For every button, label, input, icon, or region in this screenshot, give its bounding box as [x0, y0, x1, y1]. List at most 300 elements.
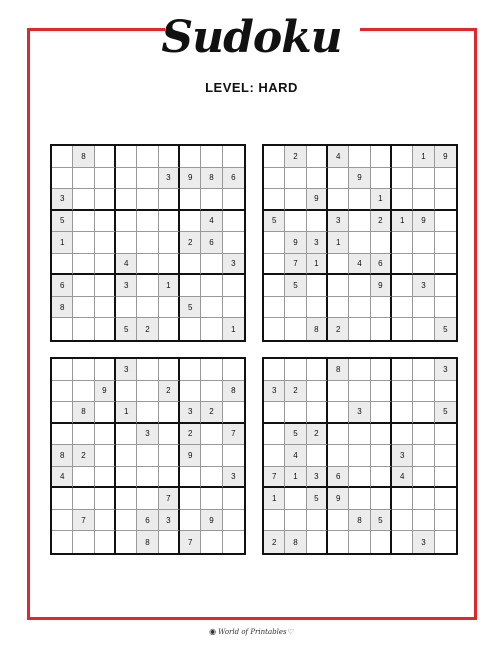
sudoku-cell	[73, 318, 94, 340]
sudoku-cell	[52, 254, 73, 276]
sudoku-cell	[328, 445, 349, 467]
sudoku-cell: 1	[371, 189, 392, 211]
sudoku-cell	[435, 510, 456, 532]
sudoku-cell	[349, 318, 370, 340]
sudoku-cell	[180, 275, 201, 297]
sudoku-cell: 1	[264, 488, 285, 510]
sudoku-cell	[223, 402, 244, 424]
sudoku-cell	[307, 445, 328, 467]
sudoku-cell	[413, 297, 434, 319]
sudoku-cell	[328, 189, 349, 211]
sudoku-cell	[371, 297, 392, 319]
sudoku-cell	[328, 424, 349, 446]
sudoku-cell	[413, 424, 434, 446]
sudoku-cell	[392, 424, 413, 446]
sudoku-cell: 5	[307, 488, 328, 510]
sudoku-cell	[413, 402, 434, 424]
sudoku-cell	[349, 359, 370, 381]
sudoku-cell	[52, 510, 73, 532]
sudoku-cell	[116, 189, 137, 211]
sudoku-cell	[73, 488, 94, 510]
sudoku-cell	[223, 510, 244, 532]
sudoku-grid-1	[50, 144, 246, 342]
sudoku-cell	[285, 211, 306, 233]
sudoku-cell	[435, 297, 456, 319]
sudoku-cell	[95, 359, 116, 381]
sudoku-cell	[116, 232, 137, 254]
sudoku-cell: 3	[137, 424, 158, 446]
sudoku-cell	[201, 254, 222, 276]
sudoku-cell	[349, 467, 370, 489]
sudoku-cell	[435, 381, 456, 403]
sudoku-cell	[116, 146, 137, 168]
sudoku-cell: 5	[264, 211, 285, 233]
sudoku-cell	[95, 232, 116, 254]
sudoku-cell: 8	[137, 531, 158, 553]
sudoku-cell	[392, 232, 413, 254]
sudoku-cell: 1	[223, 318, 244, 340]
sudoku-cell	[285, 318, 306, 340]
sudoku-cell: 1	[116, 402, 137, 424]
sudoku-cell	[349, 275, 370, 297]
sudoku-cell: 6	[223, 168, 244, 190]
sudoku-cell	[264, 424, 285, 446]
sudoku-cell	[223, 359, 244, 381]
sudoku-cell: 6	[201, 232, 222, 254]
sudoku-cell	[52, 168, 73, 190]
sudoku-cell	[349, 211, 370, 233]
sudoku-cell: 3	[52, 189, 73, 211]
sudoku-cell: 9	[201, 510, 222, 532]
sudoku-cell	[201, 275, 222, 297]
sudoku-cell	[159, 297, 180, 319]
sudoku-cell	[328, 381, 349, 403]
sudoku-cell	[73, 424, 94, 446]
sudoku-cell: 3	[307, 232, 328, 254]
sudoku-cell	[307, 146, 328, 168]
sudoku-cell	[201, 297, 222, 319]
sudoku-cell: 3	[116, 359, 137, 381]
sudoku-cell	[201, 359, 222, 381]
sudoku-cell	[392, 402, 413, 424]
sudoku-cell: 9	[307, 189, 328, 211]
sudoku-cell	[328, 168, 349, 190]
sudoku-cell	[201, 488, 222, 510]
sudoku-cell	[307, 402, 328, 424]
sudoku-cell: 6	[52, 275, 73, 297]
sudoku-cell: 2	[180, 424, 201, 446]
sudoku-cell	[223, 211, 244, 233]
sudoku-cell	[201, 146, 222, 168]
sudoku-cell: 7	[285, 254, 306, 276]
sudoku-cell	[349, 189, 370, 211]
sudoku-cell	[371, 146, 392, 168]
sudoku-cell: 2	[180, 232, 201, 254]
sudoku-cell	[73, 232, 94, 254]
sudoku-cell	[180, 488, 201, 510]
sudoku-cell	[95, 275, 116, 297]
sudoku-cell: 2	[328, 318, 349, 340]
sudoku-cell: 3	[413, 531, 434, 553]
sudoku-cell	[413, 467, 434, 489]
sudoku-cell	[52, 488, 73, 510]
sudoku-cell	[264, 275, 285, 297]
sudoku-cell: 3	[328, 211, 349, 233]
sudoku-cell	[52, 359, 73, 381]
sudoku-cell	[264, 402, 285, 424]
footer-brand-text: World of Printables	[218, 628, 287, 636]
sudoku-cell: 4	[285, 445, 306, 467]
sudoku-cell: 7	[264, 467, 285, 489]
sudoku-cell	[73, 168, 94, 190]
sudoku-cell	[95, 318, 116, 340]
sudoku-cell	[392, 531, 413, 553]
sudoku-cell: 8	[285, 531, 306, 553]
sudoku-cell: 9	[349, 168, 370, 190]
sudoku-cell	[371, 168, 392, 190]
sudoku-cell: 5	[371, 510, 392, 532]
sudoku-cell	[285, 488, 306, 510]
sudoku-cell	[435, 232, 456, 254]
heart-icon: ♡	[287, 628, 294, 636]
sudoku-cell	[159, 467, 180, 489]
sudoku-cell	[264, 318, 285, 340]
sudoku-cell	[223, 488, 244, 510]
sudoku-cell	[223, 531, 244, 553]
sudoku-cell	[349, 488, 370, 510]
sudoku-cell	[371, 488, 392, 510]
sudoku-cell	[52, 424, 73, 446]
sudoku-cell	[413, 381, 434, 403]
sudoku-cell	[392, 254, 413, 276]
sudoku-cell	[264, 232, 285, 254]
sudoku-cell	[371, 318, 392, 340]
sudoku-cell	[95, 531, 116, 553]
sudoku-cell: 9	[413, 211, 434, 233]
sudoku-cell	[73, 254, 94, 276]
sudoku-cell	[413, 318, 434, 340]
sudoku-cell	[137, 445, 158, 467]
sudoku-cell: 1	[392, 211, 413, 233]
sudoku-cell: 4	[116, 254, 137, 276]
sudoku-cell: 5	[52, 211, 73, 233]
sudoku-cell	[413, 488, 434, 510]
frame-right	[474, 28, 477, 620]
sudoku-cell	[137, 146, 158, 168]
sudoku-cell	[371, 467, 392, 489]
sudoku-cell	[73, 189, 94, 211]
sudoku-cell	[116, 510, 137, 532]
sudoku-cell: 3	[392, 445, 413, 467]
sudoku-cell	[392, 189, 413, 211]
sudoku-cell	[285, 297, 306, 319]
sudoku-cell	[413, 189, 434, 211]
sudoku-cell	[180, 359, 201, 381]
sudoku-grid-2	[262, 144, 458, 342]
sudoku-cell	[159, 424, 180, 446]
level-value: HARD	[258, 80, 298, 95]
sudoku-cell	[95, 297, 116, 319]
sudoku-cell: 2	[137, 318, 158, 340]
sudoku-cell	[392, 359, 413, 381]
sudoku-cell	[95, 424, 116, 446]
sudoku-cell: 9	[95, 381, 116, 403]
sudoku-cell	[307, 275, 328, 297]
sudoku-cell	[137, 297, 158, 319]
sudoku-cell: 5	[435, 318, 456, 340]
sudoku-cell	[52, 531, 73, 553]
sudoku-cell	[73, 297, 94, 319]
sudoku-cell	[95, 445, 116, 467]
sudoku-cell	[201, 531, 222, 553]
sudoku-cell	[159, 254, 180, 276]
sudoku-cell: 4	[349, 254, 370, 276]
sudoku-cell	[307, 168, 328, 190]
sudoku-cell	[116, 488, 137, 510]
sudoku-cell	[349, 445, 370, 467]
sudoku-cell	[264, 254, 285, 276]
sudoku-cell	[95, 402, 116, 424]
sudoku-cell	[180, 467, 201, 489]
sudoku-cell	[349, 424, 370, 446]
sudoku-cell	[95, 168, 116, 190]
sudoku-cell: 5	[285, 275, 306, 297]
sudoku-cell: 8	[223, 381, 244, 403]
sudoku-cell	[307, 297, 328, 319]
sudoku-cell: 2	[285, 381, 306, 403]
sudoku-cell: 8	[201, 168, 222, 190]
sudoku-cell	[435, 424, 456, 446]
sudoku-cell: 4	[201, 211, 222, 233]
sudoku-cell	[180, 254, 201, 276]
sudoku-cell	[392, 146, 413, 168]
sudoku-cell	[435, 467, 456, 489]
sudoku-cell	[159, 402, 180, 424]
sudoku-cell	[435, 189, 456, 211]
level-label: LEVEL:	[205, 80, 255, 95]
sudoku-cell	[116, 211, 137, 233]
sudoku-cell	[307, 531, 328, 553]
frame-left	[27, 28, 30, 620]
sudoku-cell: 8	[73, 402, 94, 424]
sudoku-cell	[328, 275, 349, 297]
sudoku-cell	[371, 359, 392, 381]
sudoku-cell	[223, 445, 244, 467]
sudoku-cell: 3	[307, 467, 328, 489]
sudoku-cell	[159, 211, 180, 233]
sudoku-cell	[392, 318, 413, 340]
sudoku-cell: 6	[371, 254, 392, 276]
sudoku-cell	[392, 168, 413, 190]
sudoku-cell	[371, 381, 392, 403]
sudoku-cell	[180, 318, 201, 340]
sudoku-cell	[435, 275, 456, 297]
sudoku-cell	[307, 359, 328, 381]
sudoku-cell	[307, 381, 328, 403]
sudoku-cell: 7	[180, 531, 201, 553]
sudoku-cell	[116, 168, 137, 190]
sudoku-cell	[349, 146, 370, 168]
sudoku-cell: 1	[307, 254, 328, 276]
sudoku-cell	[285, 189, 306, 211]
sudoku-cell	[371, 424, 392, 446]
sudoku-cell	[137, 189, 158, 211]
sudoku-cell	[435, 488, 456, 510]
sudoku-cell	[201, 318, 222, 340]
sudoku-cell	[73, 381, 94, 403]
sudoku-cell	[328, 531, 349, 553]
sudoku-cell: 2	[73, 445, 94, 467]
globe-icon: ◉	[209, 627, 217, 636]
sudoku-cell: 8	[349, 510, 370, 532]
sudoku-cell	[285, 359, 306, 381]
sudoku-cell	[223, 275, 244, 297]
sudoku-cell	[73, 467, 94, 489]
sudoku-cell: 3	[264, 381, 285, 403]
sudoku-cell	[392, 275, 413, 297]
sudoku-cell: 9	[371, 275, 392, 297]
sudoku-cell: 2	[285, 146, 306, 168]
sudoku-cell	[137, 275, 158, 297]
sudoku-cell	[435, 211, 456, 233]
sudoku-cell: 3	[159, 168, 180, 190]
sudoku-cell: 3	[180, 402, 201, 424]
sudoku-cell	[159, 189, 180, 211]
sudoku-cell	[392, 488, 413, 510]
sudoku-cell: 9	[328, 488, 349, 510]
sudoku-cell	[435, 254, 456, 276]
sudoku-cell	[413, 445, 434, 467]
sudoku-cell	[413, 168, 434, 190]
sudoku-cell	[223, 232, 244, 254]
sudoku-cell: 4	[52, 467, 73, 489]
sudoku-cell: 7	[223, 424, 244, 446]
sudoku-cell: 7	[159, 488, 180, 510]
sudoku-cell	[392, 381, 413, 403]
sudoku-cell	[371, 531, 392, 553]
sudoku-cell	[180, 189, 201, 211]
sudoku-cell: 3	[159, 510, 180, 532]
sudoku-cell: 9	[435, 146, 456, 168]
sudoku-cell	[307, 510, 328, 532]
sudoku-cell	[413, 254, 434, 276]
sudoku-cell	[435, 168, 456, 190]
sudoku-cell	[95, 189, 116, 211]
sudoku-cell: 1	[285, 467, 306, 489]
sudoku-cell	[116, 381, 137, 403]
sudoku-cell	[95, 146, 116, 168]
sudoku-cell: 3	[413, 275, 434, 297]
footer-brand	[0, 627, 503, 636]
sudoku-cell	[52, 381, 73, 403]
sudoku-cell	[264, 146, 285, 168]
sudoku-cell: 4	[392, 467, 413, 489]
sudoku-cell	[371, 445, 392, 467]
sudoku-cell	[413, 232, 434, 254]
sudoku-cell: 2	[159, 381, 180, 403]
sudoku-cell: 4	[328, 146, 349, 168]
sudoku-cell	[180, 510, 201, 532]
sudoku-cell	[73, 275, 94, 297]
sudoku-cell	[52, 318, 73, 340]
sudoku-cell	[73, 531, 94, 553]
sudoku-cell	[73, 359, 94, 381]
sudoku-cell	[201, 381, 222, 403]
sudoku-cell: 2	[371, 211, 392, 233]
sudoku-cell: 3	[223, 467, 244, 489]
sudoku-cell	[264, 189, 285, 211]
sudoku-cell	[371, 232, 392, 254]
sudoku-cell: 6	[137, 510, 158, 532]
sudoku-cell: 1	[413, 146, 434, 168]
sudoku-cell	[73, 211, 94, 233]
sudoku-cell	[159, 531, 180, 553]
sudoku-cell: 1	[328, 232, 349, 254]
sudoku-cell	[285, 168, 306, 190]
sudoku-cell	[159, 232, 180, 254]
sudoku-cell	[95, 488, 116, 510]
page-title: Sudoku	[161, 12, 342, 63]
sudoku-cell	[328, 402, 349, 424]
sudoku-cell	[180, 381, 201, 403]
sudoku-cell	[307, 211, 328, 233]
sudoku-cell: 2	[201, 402, 222, 424]
sudoku-cell	[137, 359, 158, 381]
sudoku-cell	[392, 297, 413, 319]
sudoku-grid-4	[262, 357, 458, 555]
sudoku-cell: 5	[285, 424, 306, 446]
sudoku-cell	[349, 531, 370, 553]
sudoku-cell	[116, 297, 137, 319]
sudoku-cell: 3	[223, 254, 244, 276]
sudoku-cell	[264, 445, 285, 467]
sudoku-cell: 5	[116, 318, 137, 340]
sudoku-cell	[392, 510, 413, 532]
sudoku-cell	[264, 510, 285, 532]
sudoku-cell	[285, 510, 306, 532]
sudoku-cell	[285, 402, 306, 424]
sudoku-cell	[223, 146, 244, 168]
sudoku-cell: 9	[180, 168, 201, 190]
sudoku-cell	[137, 211, 158, 233]
sudoku-cell	[137, 381, 158, 403]
sudoku-cell	[137, 467, 158, 489]
sudoku-cell	[413, 359, 434, 381]
sudoku-cell	[159, 318, 180, 340]
sudoku-cell: 6	[328, 467, 349, 489]
sudoku-cell: 2	[307, 424, 328, 446]
sudoku-cell	[159, 146, 180, 168]
sudoku-cell	[328, 254, 349, 276]
sudoku-cell	[349, 381, 370, 403]
sudoku-cell: 3	[349, 402, 370, 424]
sudoku-cell	[328, 297, 349, 319]
sudoku-cell: 8	[52, 445, 73, 467]
sudoku-cell: 9	[180, 445, 201, 467]
sudoku-cell	[116, 445, 137, 467]
sudoku-cell: 1	[52, 232, 73, 254]
frame-bottom	[27, 617, 477, 620]
sudoku-cell	[264, 297, 285, 319]
sudoku-cell	[223, 297, 244, 319]
sudoku-cell: 5	[180, 297, 201, 319]
sudoku-cell	[137, 402, 158, 424]
sudoku-cell	[52, 402, 73, 424]
sudoku-cell: 5	[435, 402, 456, 424]
sudoku-cell	[137, 168, 158, 190]
sudoku-cell	[137, 254, 158, 276]
sudoku-cell	[223, 189, 244, 211]
